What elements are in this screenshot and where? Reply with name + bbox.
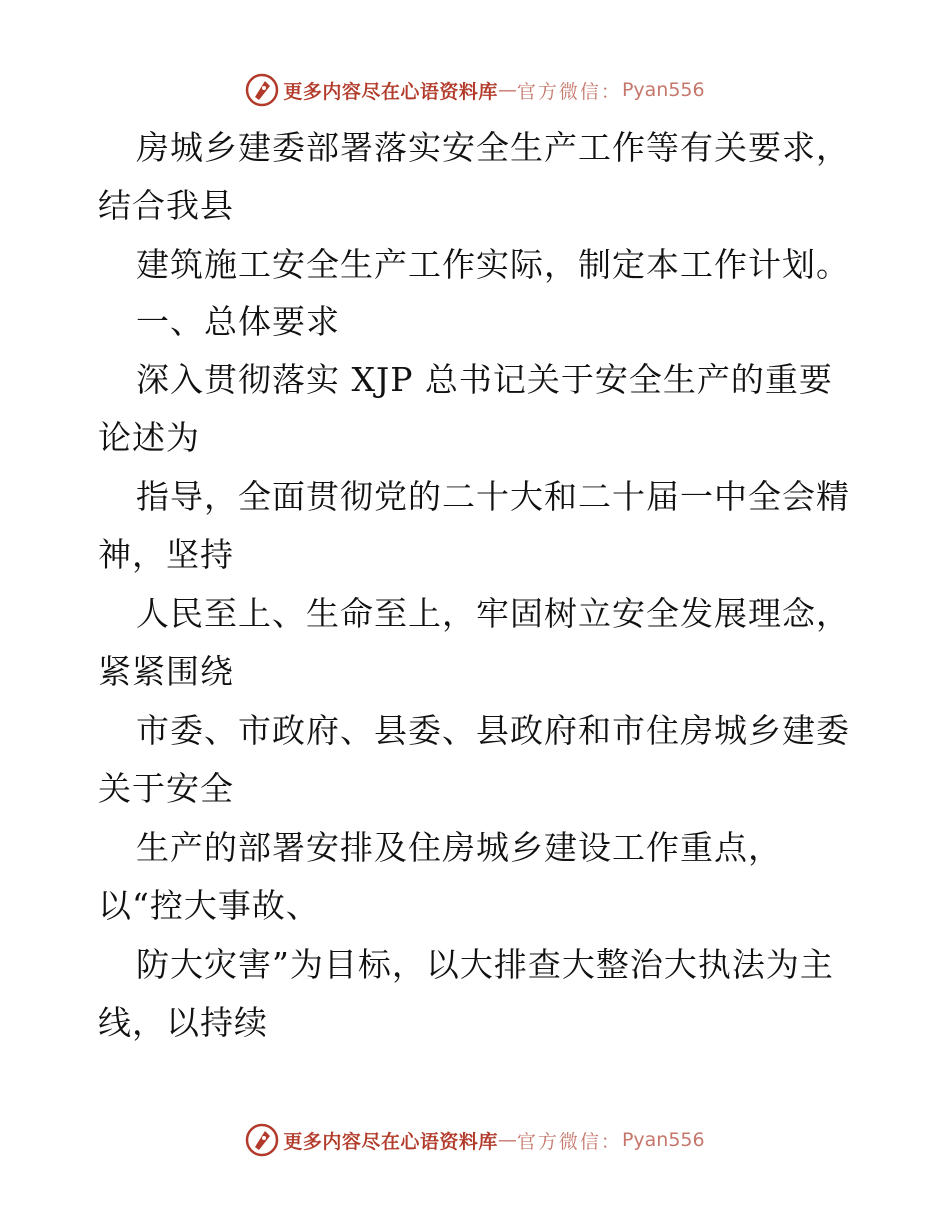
watermark-wechat-id: Pyan556 xyxy=(621,79,705,101)
watermark-wechat-label: 官方微信： xyxy=(516,1130,622,1153)
body-line: 生产的部署安排及住房城乡建设工作重点， xyxy=(136,828,782,867)
body-line: 结合我县 xyxy=(98,186,234,225)
watermark-brand: 更多内容尽在心语资料库 xyxy=(283,80,498,103)
body-line: 紧紧围绕 xyxy=(98,652,234,691)
body-line: 关于安全 xyxy=(98,769,234,808)
body-line: 线，以持续 xyxy=(98,1003,268,1042)
body-line: 神，坚持 xyxy=(98,535,234,574)
body-line: 论述为 xyxy=(98,418,200,457)
watermark-brand: 更多内容尽在心语资料库 xyxy=(283,1130,498,1153)
watermark-wechat-label: 官方微信： xyxy=(516,80,622,103)
watermark-separator: — xyxy=(497,1129,517,1151)
watermark-separator: — xyxy=(497,79,517,101)
body-line: 指导，全面贯彻党的二十大和二十届一中全会精 xyxy=(136,477,850,516)
watermark-footer xyxy=(0,1120,950,1160)
watermark-header xyxy=(0,70,950,110)
body-line: 建筑施工安全生产工作实际，制定本工作计划。 xyxy=(136,245,850,284)
body-line: 市委、市政府、县委、县政府和市住房城乡建委 xyxy=(136,711,850,750)
body-line: 防大灾害”为目标，以大排查大整治大执法为主 xyxy=(136,945,834,984)
body-line: 房城乡建委部署落实安全生产工作等有关要求， xyxy=(136,128,850,167)
body-line: 以“控大事故、 xyxy=(98,886,320,925)
body-line: 人民至上、生命至上，牢固树立安全发展理念， xyxy=(136,594,850,633)
pen-nib-logo-icon xyxy=(245,1123,279,1157)
body-line: 深入贯彻落实 XJP 总书记关于安全生产的重要 xyxy=(136,360,833,399)
watermark-wechat-id: Pyan556 xyxy=(621,1129,705,1151)
section-heading: 一、总体要求 xyxy=(136,302,340,341)
pen-nib-logo-icon xyxy=(245,73,279,107)
